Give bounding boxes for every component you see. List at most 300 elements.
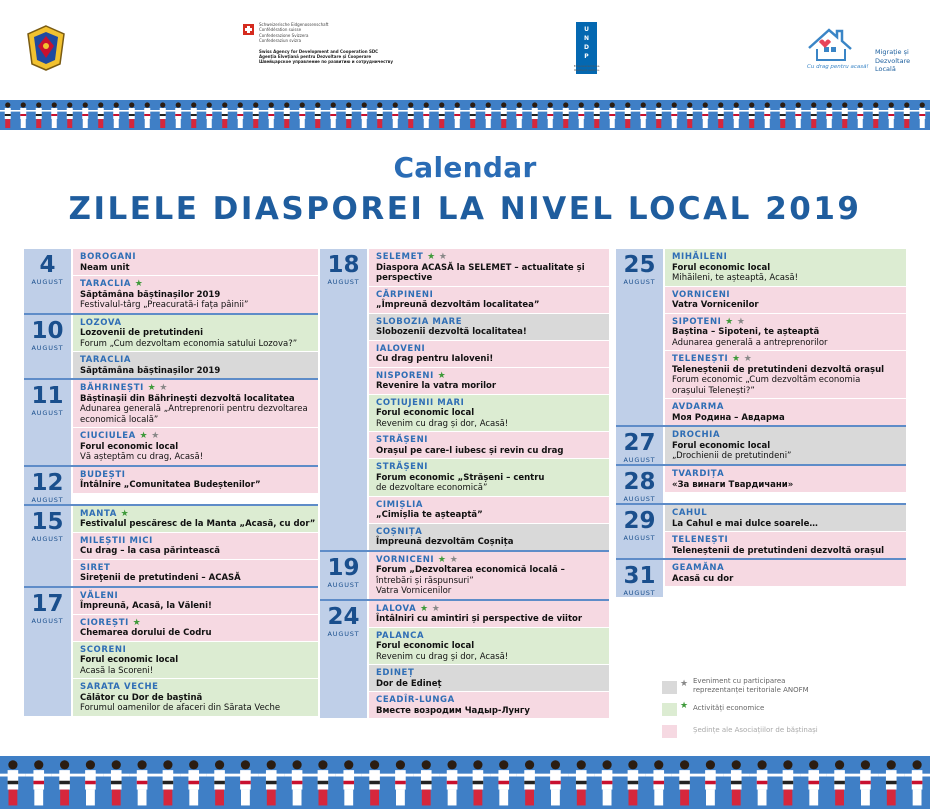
event-line: Forumul oamenilor de afaceri din Sărata Veche — [80, 703, 281, 713]
event-line: Forum economic „Cum dezvoltăm economia — [672, 375, 861, 385]
sdc-names — [259, 49, 403, 65]
star-icon: ★ — [159, 383, 168, 393]
event-line: Teleneștenii de pretutindeni dezvoltă orașul — [672, 364, 885, 375]
day-number: 15 — [31, 508, 64, 535]
folk-figure — [682, 102, 698, 128]
folk-figure — [853, 102, 869, 128]
event-place: SIPOTENI — [672, 316, 722, 327]
sdc-line: Швейцарское управление по развитию и сотрудничеству — [259, 59, 393, 65]
star-icon: ★ — [120, 508, 129, 519]
event-list — [71, 467, 318, 504]
event-place-row — [80, 383, 318, 394]
event-place: BĂHRINEȘTI — [80, 383, 144, 393]
month-label: AUGUST — [31, 534, 64, 543]
event-place-row — [376, 695, 609, 706]
folk-figure — [543, 760, 569, 805]
date-cell — [616, 560, 663, 597]
calendar-column-2 — [320, 249, 609, 718]
folk-figure — [749, 760, 775, 805]
date-cell — [24, 249, 71, 313]
date-group — [616, 505, 906, 560]
event-entry — [71, 380, 318, 427]
event-entry — [367, 664, 609, 691]
star-icon: ★ — [680, 679, 689, 689]
folk-figure — [62, 102, 78, 128]
folk-figure — [884, 102, 900, 128]
event-list — [663, 505, 906, 558]
event-place-row — [376, 290, 609, 301]
event-entry — [367, 340, 609, 367]
date-cell — [24, 588, 71, 716]
event-place: COTIUJENII MARI — [376, 397, 465, 408]
event-line: Diaspora ACASĂ la SELEMET – actualitate și perspective — [376, 262, 585, 283]
month-label: AUGUST — [31, 278, 64, 286]
event-place-row — [672, 290, 906, 301]
folk-figure — [827, 760, 853, 805]
event-place-row — [80, 252, 318, 263]
day-number: 18 — [327, 252, 360, 278]
event-place-row — [672, 508, 906, 519]
star-icon: ★ — [147, 383, 156, 393]
date-group — [24, 380, 318, 467]
date-cell — [24, 467, 71, 504]
legend-swatch — [662, 681, 677, 694]
event-line: „Cimișlia te așteaptă” — [376, 510, 483, 520]
event-entry — [367, 394, 609, 432]
event-place: SLOBOZIA MARE — [376, 316, 463, 327]
event-line: Neam unit — [80, 262, 130, 273]
swiss-names — [259, 22, 403, 44]
event-list — [71, 380, 318, 465]
folk-figure — [904, 760, 930, 805]
event-place: TARACLIA — [80, 355, 132, 365]
day-number: 11 — [31, 383, 64, 409]
folk-figure — [78, 760, 104, 805]
event-list — [663, 466, 906, 503]
undp-letter: U — [584, 26, 589, 33]
event-line: Adunarea generală „Antreprenorii pentru dezvoltarea economică locală” — [80, 404, 308, 425]
event-line: Моя Родина – Авдарма — [672, 412, 785, 423]
event-entry — [663, 466, 906, 492]
star-icon: ★ — [731, 354, 741, 364]
event-place: LALOVA — [376, 603, 417, 614]
folk-figures-band-top — [0, 100, 930, 130]
folk-figure — [326, 102, 342, 128]
folk-figure — [568, 760, 594, 805]
event-place: CAHUL — [672, 508, 708, 518]
folk-figure — [481, 102, 497, 128]
event-place: CĂRPINENI — [376, 289, 434, 300]
event-line: Dor de Edineț — [376, 678, 442, 689]
folk-figure — [233, 102, 249, 128]
date-cell — [24, 380, 71, 465]
month-label: AUGUST — [31, 409, 64, 417]
folk-figure — [744, 102, 760, 128]
event-place: VĂLENI — [80, 590, 119, 601]
event-line: Vă așteptăm cu drag, Acasă! — [80, 452, 204, 462]
event-line: Forul economic local — [80, 441, 179, 452]
event-place: STRĂȘENI — [376, 435, 429, 445]
event-place: BOROGANI — [80, 252, 137, 262]
folk-figure — [362, 760, 388, 805]
event-place: EDINEȚ — [376, 668, 415, 678]
event-place-row — [672, 469, 906, 480]
event-place: TVARDIȚA — [672, 469, 725, 479]
event-place-row — [80, 591, 318, 602]
event-entry — [71, 532, 318, 559]
event-line: Întâlnire „Comunitatea Budeștenilor” — [80, 480, 261, 490]
event-entry — [367, 367, 609, 394]
event-place-row — [376, 631, 609, 642]
folk-figure — [806, 102, 822, 128]
folk-figure — [636, 102, 652, 128]
page-subtitle: ZILELE DIASPOREI LA NIVEL LOCAL 2019 — [68, 191, 862, 227]
folk-figure — [791, 102, 807, 128]
event-place-row — [80, 509, 318, 520]
folk-figure — [491, 760, 517, 805]
calendar-column-3 — [616, 249, 906, 597]
date-cell — [616, 249, 663, 425]
event-place: TELENEȘTI — [672, 354, 729, 364]
event-line: Revenim cu drag și dor, Acasă! — [376, 418, 509, 429]
month-label: AUGUST — [31, 343, 64, 352]
folk-figure — [78, 102, 94, 128]
legend-text — [693, 677, 809, 694]
event-entry — [71, 588, 318, 614]
month-label: AUGUST — [327, 629, 360, 638]
event-place: MIHĂILENI — [672, 252, 728, 262]
date-group — [616, 427, 906, 466]
event-line: Băștinașii din Băhrinești dezvoltă localitatea — [80, 393, 295, 404]
event-line: Festivalul pescăresc de la Manta „Acasă, cu dor” — [80, 519, 316, 529]
event-line: Revenire la vatra morilor — [376, 381, 497, 391]
event-entry — [663, 249, 906, 286]
event-place-row — [672, 535, 906, 546]
event-place: SELEMET — [376, 252, 424, 262]
star-icon: ★ — [431, 603, 440, 614]
date-cell — [24, 506, 71, 586]
event-place-row — [80, 645, 318, 656]
event-line: «За винаги Твардичани» — [672, 479, 794, 490]
event-place-row — [376, 252, 609, 263]
date-cell — [616, 466, 663, 503]
event-line: „Împreună dezvoltăm localitatea” — [376, 300, 540, 310]
star-icon: ★ — [132, 617, 141, 628]
event-list — [71, 249, 318, 313]
event-place: SIRET — [80, 562, 111, 573]
event-line: întrebări și răspunsuri” — [376, 575, 474, 586]
folk-figure — [336, 760, 362, 805]
date-cell — [24, 315, 71, 379]
event-entry — [367, 249, 609, 286]
folk-figure — [413, 760, 439, 805]
date-cell — [320, 552, 367, 599]
event-entry — [367, 286, 609, 313]
event-place-row — [376, 435, 609, 446]
folk-figure — [527, 102, 543, 128]
event-place-row — [376, 668, 609, 679]
date-group — [24, 588, 318, 716]
event-place-row — [672, 563, 906, 574]
folk-figure — [171, 102, 187, 128]
event-line: de dezvoltare economică” — [376, 483, 488, 493]
folk-figure — [646, 760, 672, 805]
event-line: Mihăileni, te așteaptă, Acasă! — [672, 273, 799, 283]
event-place-row — [672, 252, 906, 263]
legend — [660, 678, 910, 744]
folk-figure — [543, 102, 559, 128]
folk-figure — [341, 102, 357, 128]
legend-swatch — [662, 703, 677, 716]
event-entry — [367, 552, 609, 599]
folk-figure — [0, 102, 16, 128]
event-place-row — [672, 430, 906, 441]
folk-figure — [310, 102, 326, 128]
day-number: 27 — [623, 430, 656, 456]
event-line: Forul economic local — [376, 641, 475, 651]
date-group — [24, 506, 318, 588]
event-line: Festivalul-târg „Preacurată-i fața pâinii” — [80, 300, 249, 310]
folk-figure — [103, 760, 129, 805]
event-line: Călător cu Dor de baștină — [80, 692, 203, 703]
folk-figure — [837, 102, 853, 128]
date-group — [24, 249, 318, 315]
folk-figure — [186, 102, 202, 128]
folk-figure — [181, 760, 207, 805]
event-place-row — [80, 563, 318, 574]
event-line: „Drochienii de pretutindeni” — [672, 451, 792, 461]
folk-figure — [465, 760, 491, 805]
event-place-row — [376, 604, 609, 615]
event-place: LOZOVA — [80, 317, 122, 328]
moldova-coat-of-arms-icon — [24, 24, 68, 72]
folk-figures-band-bottom — [0, 756, 930, 809]
star-icon: ★ — [449, 554, 458, 565]
folk-figure — [52, 760, 78, 805]
undp-letter: P — [584, 53, 589, 60]
swiss-line: Confédération suisse — [259, 27, 302, 33]
event-line: Adunarea generală a antreprenorilor — [672, 337, 828, 348]
event-entry — [71, 559, 318, 586]
month-label: AUGUST — [327, 580, 360, 589]
event-line: La Cahul e mai dulce soarele… — [672, 518, 818, 529]
event-entry — [71, 351, 318, 378]
event-line: Forum „Dezvoltarea economică locală – — [376, 565, 565, 575]
event-entry — [663, 350, 906, 398]
legend-item — [660, 722, 910, 744]
folk-figure — [439, 760, 465, 805]
folk-figure — [155, 102, 171, 128]
event-list — [663, 427, 906, 464]
event-place-row — [80, 279, 318, 290]
event-line: Împreună, Acasă, la Văleni! — [80, 601, 212, 611]
event-place-row — [376, 371, 609, 382]
event-place-row — [376, 317, 609, 328]
star-icon: ★ — [151, 431, 160, 441]
house-logo-icon — [805, 22, 867, 66]
event-place: COȘNIȚA — [376, 526, 423, 537]
mdl-line: Migrație și — [875, 48, 909, 56]
month-label: AUGUST — [31, 495, 64, 504]
folk-figure — [140, 102, 156, 128]
event-line: Вместе возродим Чадыр-Лунгу — [376, 705, 530, 716]
folk-figure — [279, 102, 295, 128]
folk-figure — [434, 102, 450, 128]
event-entry — [367, 431, 609, 458]
event-place-row — [80, 470, 318, 481]
event-place: BUDEȘTI — [80, 469, 126, 480]
month-label: AUGUST — [623, 534, 656, 542]
folk-figure — [760, 102, 776, 128]
event-line: Teleneștenii de pretutindeni dezvoltă orașul — [672, 545, 885, 556]
folk-figure — [388, 102, 404, 128]
swiss-line: Schweizerische Eidgenossenschaft — [259, 22, 329, 27]
date-cell — [320, 249, 367, 550]
event-entry — [367, 458, 609, 496]
event-line: Sireţenii de pretutindeni – ACASĂ — [80, 573, 241, 583]
folk-figure — [258, 760, 284, 805]
event-line: Cu drag pentru Ialoveni! — [376, 354, 494, 364]
star-icon: ★ — [427, 252, 436, 262]
event-line: Chemarea dorului de Codru — [80, 628, 212, 638]
swiss-line: Confederazione Svizzera — [259, 32, 309, 38]
event-list — [71, 588, 318, 716]
folk-figure — [558, 102, 574, 128]
event-place: VORNICENI — [376, 554, 435, 565]
folk-figure — [233, 760, 259, 805]
event-line: Forum economic „Strășeni – centru — [376, 472, 545, 483]
day-number: 29 — [623, 508, 656, 534]
event-place-row — [376, 500, 609, 511]
event-entry — [367, 601, 609, 627]
star-icon: ★ — [438, 252, 447, 262]
event-line: Vatra Vornicenilor — [672, 300, 759, 310]
mdl-logo — [805, 22, 920, 77]
event-line: Întâlniri cu amintiri și perspective de viitor — [376, 614, 583, 624]
day-number: 19 — [327, 554, 360, 581]
event-list — [663, 249, 906, 425]
sdc-line: Swiss Agency for Development and Cooperation SDC — [259, 48, 379, 54]
event-entry — [71, 641, 318, 679]
folk-figure — [512, 102, 528, 128]
star-icon: ★ — [736, 316, 745, 327]
event-place-row — [80, 618, 318, 629]
event-place-row — [80, 536, 318, 547]
mdl-text — [875, 48, 910, 74]
folk-figure — [775, 760, 801, 805]
event-entry — [71, 315, 318, 352]
date-group — [320, 249, 609, 552]
folk-figure — [620, 760, 646, 805]
event-place: CIUCIULEA — [80, 431, 136, 441]
sdc-line: Agenția Elvețiană pentru Dezvoltare și Cooperare — [259, 54, 372, 60]
event-line: Împreună dezvoltăm Coșnița — [376, 537, 514, 547]
folk-figure — [465, 102, 481, 128]
event-entry — [367, 313, 609, 340]
legend-text — [693, 726, 818, 735]
month-label: AUGUST — [31, 616, 64, 625]
folk-figure — [155, 760, 181, 805]
event-line: Baștina – Sipoteni, te așteaptă — [672, 327, 820, 337]
folk-figure — [419, 102, 435, 128]
event-place: AVDARMA — [672, 402, 724, 412]
date-group — [320, 552, 609, 601]
folk-figure — [295, 102, 311, 128]
event-place: NISPORENI — [376, 370, 434, 381]
day-number: 4 — [39, 252, 56, 278]
folk-figure — [109, 102, 125, 128]
event-place: DROCHIA — [672, 430, 721, 440]
event-place-row — [376, 555, 609, 566]
undp-letter: D — [584, 44, 589, 51]
folk-figure — [31, 102, 47, 128]
day-number: 31 — [623, 563, 656, 589]
event-list — [71, 315, 318, 379]
star-icon: ★ — [437, 370, 446, 381]
event-line: Forul economic local — [80, 655, 179, 665]
folk-figure — [667, 102, 683, 128]
undp-letter: N — [583, 35, 590, 42]
star-icon: ★ — [134, 279, 143, 289]
event-place: PALANCA — [376, 630, 425, 641]
event-line: Lozovenii de pretutindeni — [80, 328, 203, 338]
event-line: Vatra Vornicenilor — [376, 586, 452, 596]
date-group — [616, 466, 906, 505]
event-entry — [663, 531, 906, 558]
folk-figure — [589, 102, 605, 128]
legend-line: Ședințe ale Asociațiilor de băștinași — [693, 726, 818, 734]
star-icon: ★ — [680, 701, 689, 711]
date-group — [320, 601, 609, 719]
day-number: 28 — [623, 469, 656, 495]
event-entry — [71, 678, 318, 716]
folk-figure — [202, 102, 218, 128]
folk-figure — [26, 760, 52, 805]
folk-figure — [672, 760, 698, 805]
event-place: CEADÎR-LUNGA — [376, 695, 455, 705]
event-entry — [663, 286, 906, 313]
day-number: 10 — [31, 317, 64, 344]
event-place-row — [376, 344, 609, 355]
event-place: TELENEȘTI — [672, 535, 729, 545]
folk-figure — [594, 760, 620, 805]
folk-figure — [403, 102, 419, 128]
folk-figure — [217, 102, 233, 128]
folk-figure — [853, 760, 879, 805]
event-entry — [367, 691, 609, 718]
mdl-tagline: Cu drag pentru acasă! — [807, 64, 869, 70]
event-entry — [367, 523, 609, 550]
event-entry — [71, 614, 318, 641]
event-line: Forul economic local — [376, 408, 475, 418]
event-list — [663, 560, 906, 597]
day-number: 25 — [623, 252, 656, 278]
month-label: AUGUST — [623, 456, 656, 464]
star-icon: ★ — [725, 316, 734, 327]
month-label: AUGUST — [623, 278, 656, 286]
star-icon: ★ — [437, 554, 446, 565]
folk-figure — [868, 102, 884, 128]
event-place: GEAMĂNA — [672, 563, 725, 573]
event-entry — [367, 496, 609, 523]
folk-figure — [248, 102, 264, 128]
folk-figure — [93, 102, 109, 128]
folk-figures-pattern — [0, 756, 930, 809]
folk-figure — [698, 102, 714, 128]
day-number: 17 — [31, 590, 64, 617]
date-group — [24, 315, 318, 381]
event-entry — [71, 427, 318, 465]
